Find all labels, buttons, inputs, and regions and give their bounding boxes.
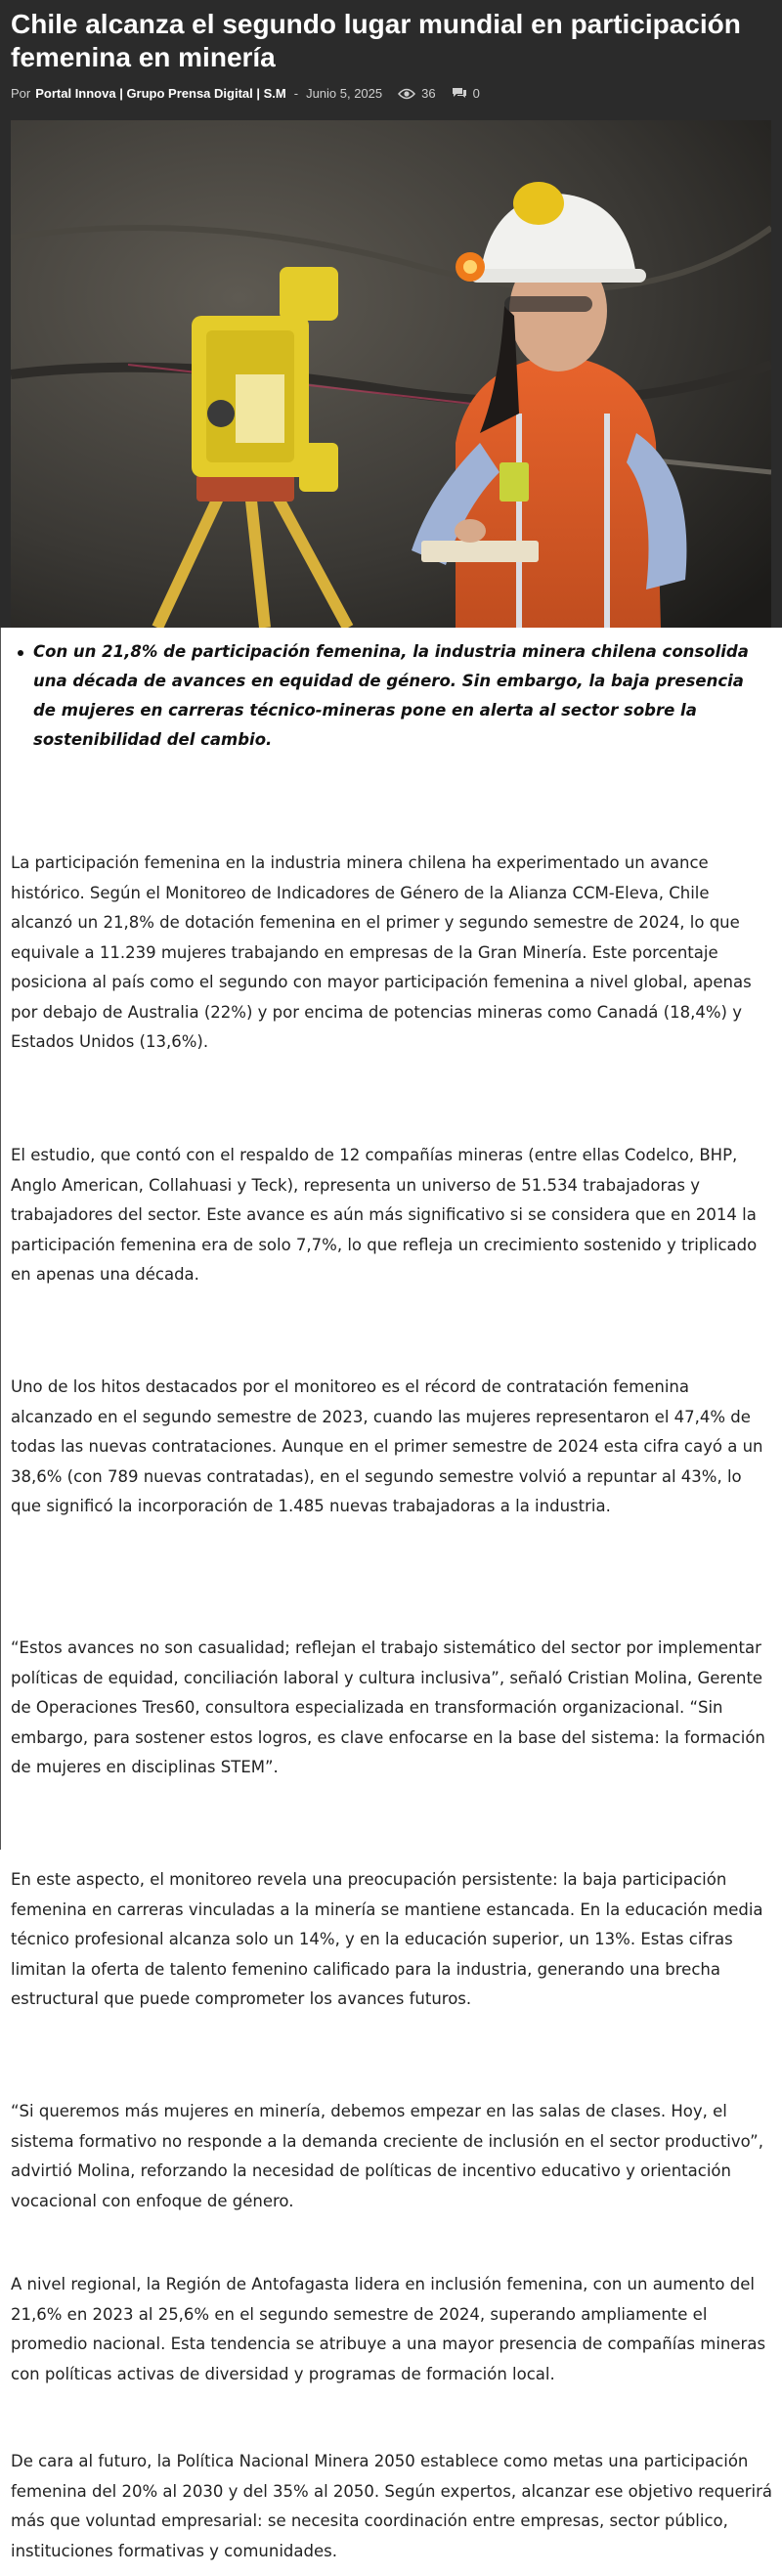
meta-separator: - (293, 86, 299, 101)
paragraph-1: La participación femenina en la industria minera chilena ha experimentado un avance histórico. Según el Monitoreo de Indicadores de Género de la Alianza CCM-Eleva, Chile alcanzó un 21,8% de dotación femenina en el primer y segundo semestre de 2024, lo que equivale a 11.239 mujeres trabajando en empresas de la Gran Minería. Este porcentaje posiciona al país como el segundo con mayor participación femenina a nivel global, apenas por debajo de Australia (22%) y por encima de potencias mineras como Canadá (18,4%) y Estados Unidos (13,6%). (11, 853, 752, 1051)
paragraph-7: A nivel regional, la Región de Antofagasta lidera en inclusión femenina, con un aumento del 21,6% en 2023 al 25,6% en el segundo semestre de 2024, superando ampliamente el promedio nacional. Esta tendencia se atribuye a una mayor presencia de compañías mineras con políticas activas de diversidad y programas de formación local. (11, 2275, 766, 2383)
highlight-list (33, 637, 752, 755)
content-divider (0, 628, 1, 1850)
comments-icon[interactable] (452, 87, 467, 100)
author-link[interactable]: Portal Innova | Grupo Prensa Digital | S.M (35, 86, 286, 101)
article-meta (11, 86, 480, 101)
by-prefix: Por (11, 86, 31, 101)
highlight-summary: Con un 21,8% de participación femenina, la industria minera chilena consolida una década de avances en equidad de género. Sin embargo, la baja presencia de mujeres en carreras técnico-mineras pone en alerta al sector sobre la sostenibilidad del cambio. (33, 637, 752, 755)
hero-image (11, 120, 771, 628)
view-count: 36 (421, 86, 436, 101)
eye-icon (398, 88, 415, 100)
paragraph-3: Uno de los hitos destacados por el monitoreo es el récord de contratación femenina alcanzado en el segundo semestre de 2023, cuando las mujeres representaron el 47,4% de todas las nuevas contrataciones. Aunque en el primer semestre de 2024 esta cifra cayó a un 38,6% (con 789 nuevas contratadas), en el segundo semestre volvió a repuntar al 43%, lo que significó la incorporación de 1.485 nuevas trabajadoras a la industria. (11, 1377, 763, 1515)
paragraph-2: El estudio, que contó con el respaldo de 12 compañías mineras (entre ellas Codelco, BHP, Anglo American, Collahuasi y Teck), representa un universo de 51.534 trabajadoras y trabajadores del sector. Este avance es aún más significativo si se considera que en 2014 la participación femenina era de solo 7,7%, lo que refleja un crecimiento sostenido y triplicado en apenas una década. (11, 1146, 758, 1284)
comment-count[interactable]: 0 (472, 86, 480, 101)
article-title: Chile alcanza el segundo lugar mundial en participación femenina en minería (11, 9, 741, 72)
publish-date: Junio 5, 2025 (306, 86, 383, 101)
paragraph-8: De cara al futuro, la Política Nacional Minera 2050 establece como metas una participación femenina del 20% al 2030 y del 35% al 2050. Según expertos, alcanzar ese objetivo requerirá más que voluntad empresarial: se necesita coordinación entre empresas, sector público, instituciones formativas y comunidades. (11, 2452, 772, 2560)
article-header (0, 0, 782, 628)
paragraph-6: “Si queremos más mujeres en minería, debemos empezar en las salas de clases. Hoy, el sistema formativo no responde a la demanda creciente de inclusión en el sector productivo”, advirtió Molina, reforzando la necesidad de políticas de incentivo educativo y orientación vocacional con enfoque de género. (11, 2102, 763, 2210)
paragraph-4: “Estos avances no son casualidad; reflejan el trabajo sistemático del sector por implementar políticas de equidad, conciliación laboral y cultura inclusiva”, señaló Cristian Molina, Gerente de Operaciones Tres60, consultora especializada en transformación organizacional. “Sin embargo, para sostener estos logros, es clave enfocarse en la base del sistema: la formación de mujeres en disciplinas STEM”. (11, 1638, 765, 1776)
paragraph-5: En este aspecto, el monitoreo revela una preocupación persistente: la baja participación femenina en carreras vinculadas a la minería se mantiene estancada. En la educación media técnico profesional alcanza solo un 14%, y en la educación superior, un 13%. Estas cifras limitan la oferta de talento femenino calificado para la industria, generando una brecha estructural que puede comprometer los avances futuros. (11, 1870, 763, 2008)
